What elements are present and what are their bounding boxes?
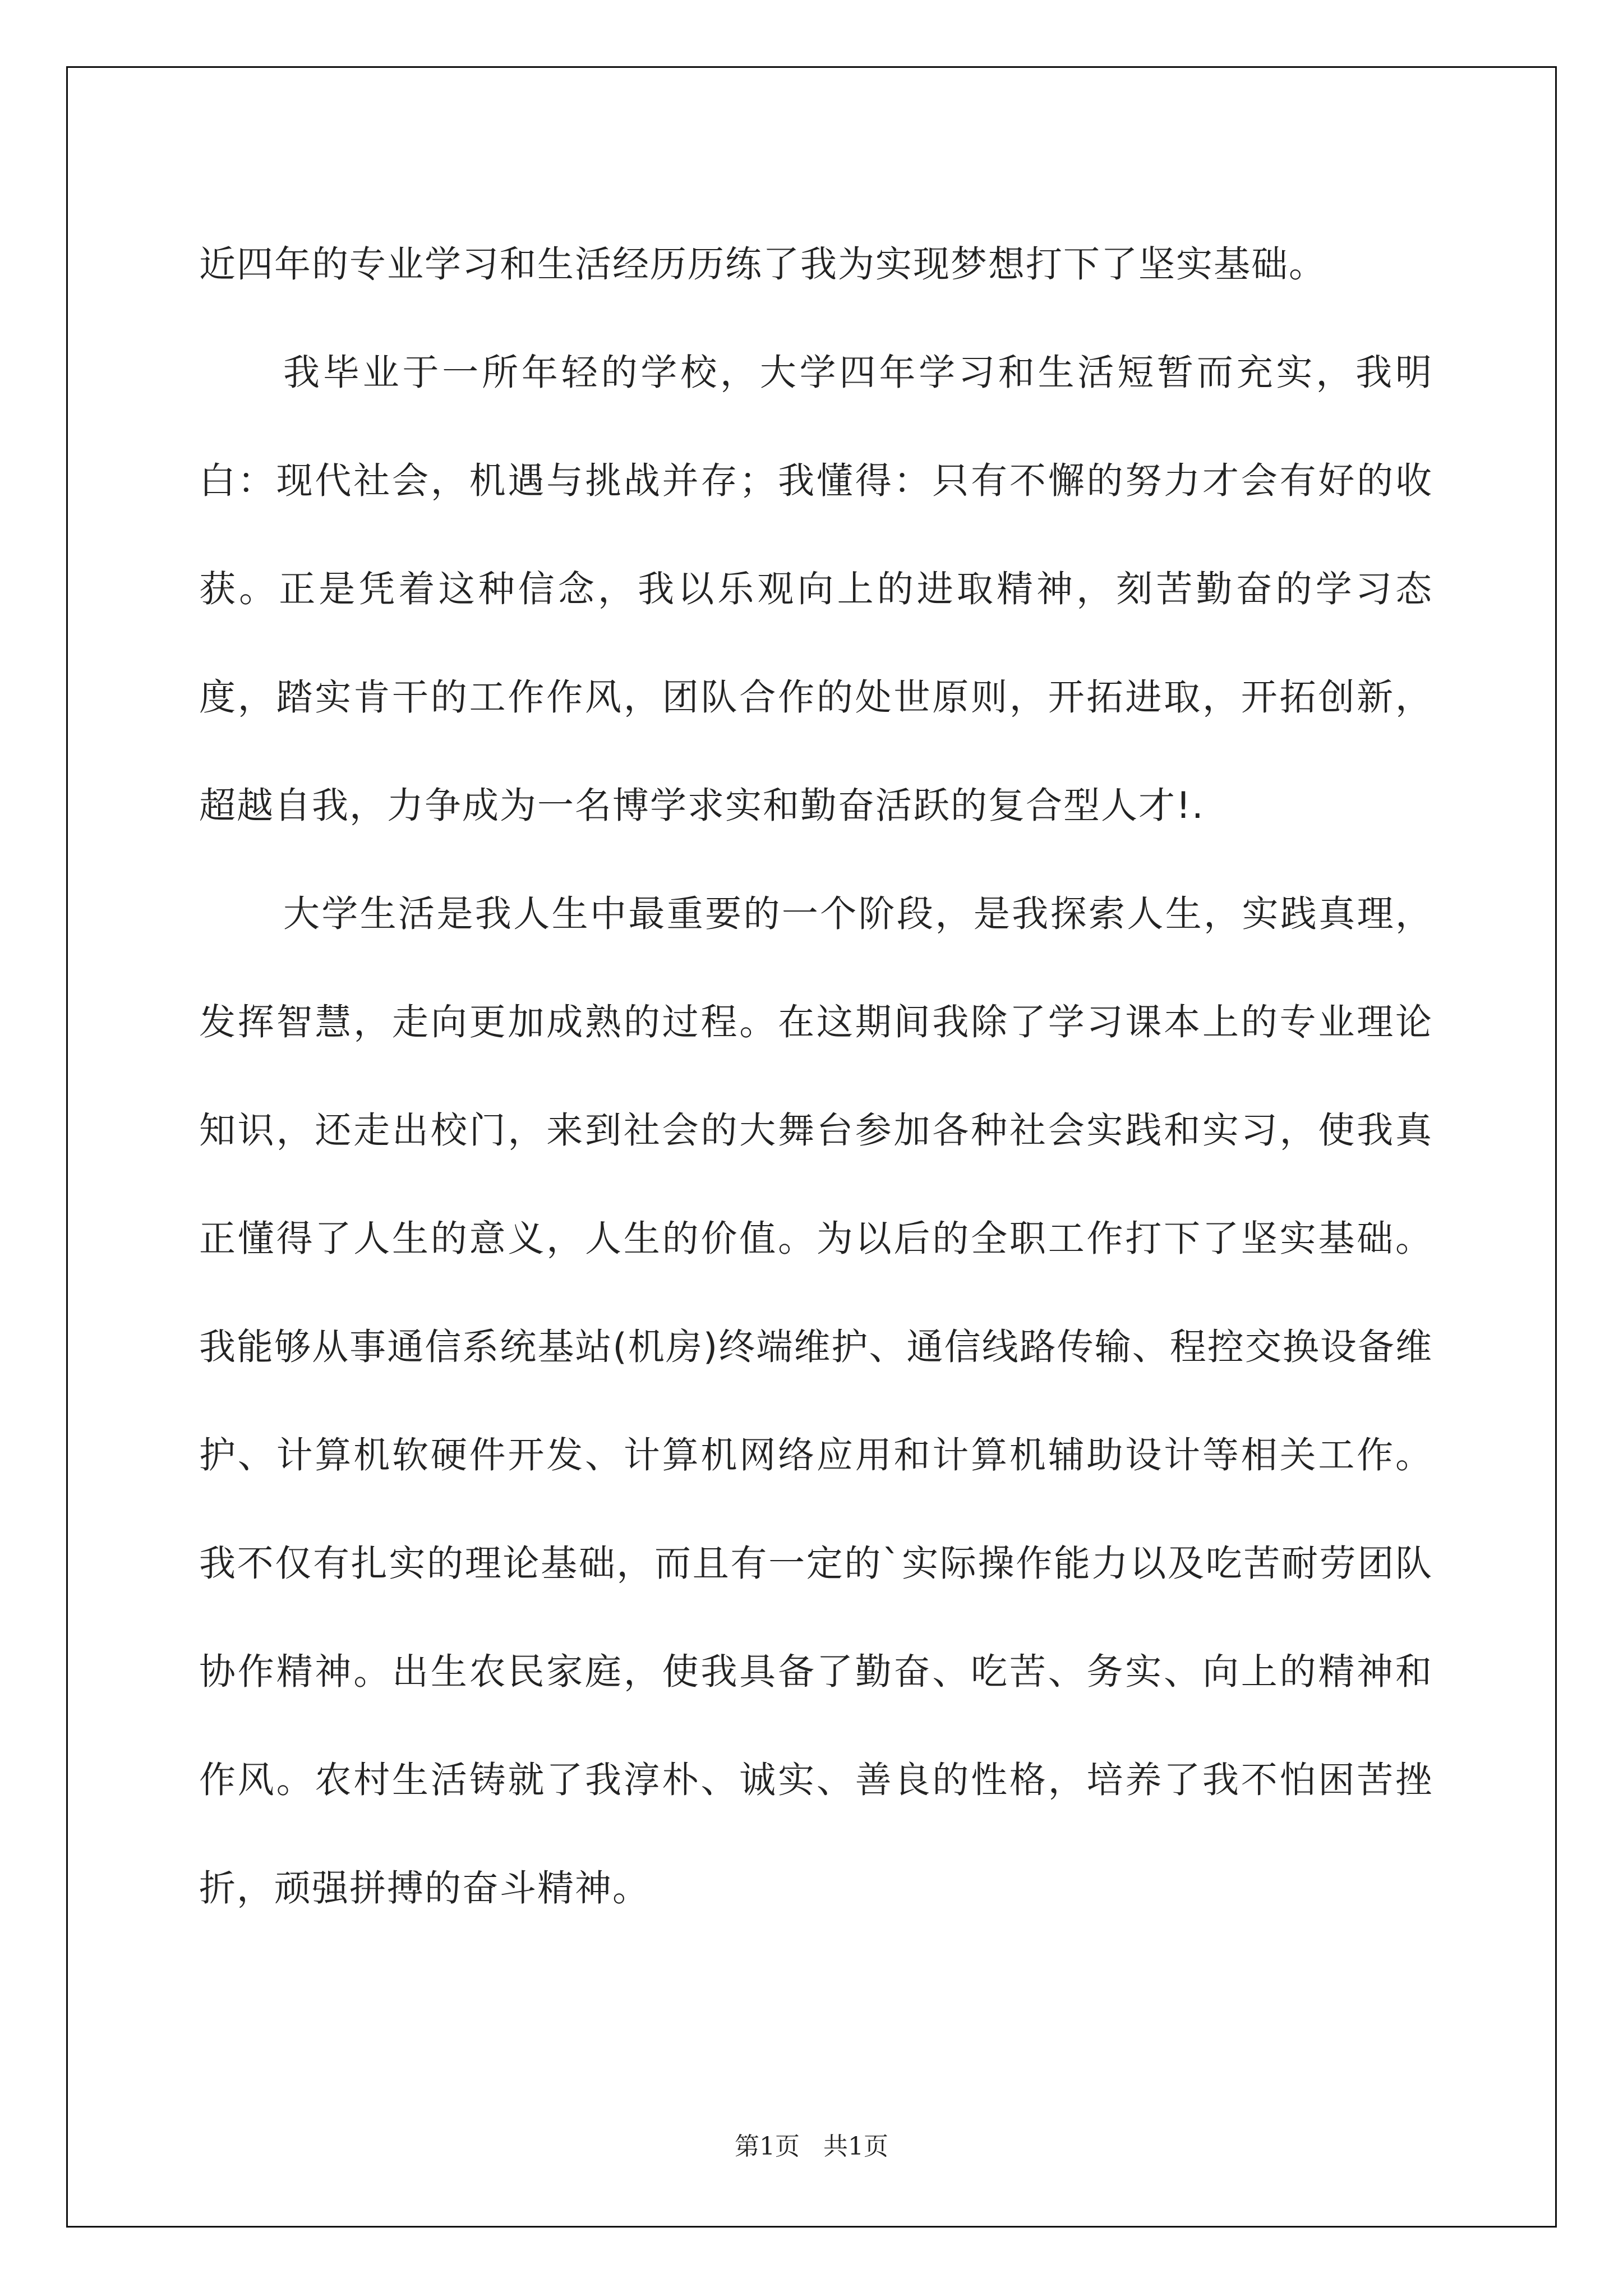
page-footer: 第1页 共1页 xyxy=(735,2132,888,2161)
paragraph-1: 近四年的专业学习和生活经历历练了我为实现梦想打下了坚实基础。 xyxy=(199,243,1327,286)
paragraph-2: 我毕业于一所年轻的学校，大学四年学习和生活短暂而充实，我明白：现代社会，机遇与挑战并存；我懂得：只有不懈的努力才会有好的收获。正是凭着这种信念，我以乐观向上的进取精神，刻苦勤奋的学习态度，踏实肯干的工作作风，团队合作的处世原则，开拓进取，开拓创新，超越自我，力争成为一名博学求实和勤奋活跃的复合型人才!. xyxy=(199,352,1433,827)
paragraph-3: 大学生活是我人生中最重要的一个阶段，是我探索人生，实践真理，发挥智慧，走向更加成熟的过程。在这期间我除了学习课本上的专业理论知识，还走出校门，来到社会的大舞台参加各种社会实践和实习，使我真正懂得了人生的意义，人生的价值。为以后的全职工作打下了坚实基础。我能够从事通信系统基站(机房)终端维护、通信线路传输、程控交换设备维护、计算机软硬件开发、计算机网络应用和计算机辅助设计等相关工作。我不仅有扎实的理论基础，而且有一定的`实际操作能力以及吃苦耐劳团队协作精神。出生农民家庭，使我具备了勤奋、吃苦、务实、向上的精神和作风。农村生活铸就了我淳朴、诚实、善良的性格，培养了我不怕困苦挫折，顽强拼搏的奋斗精神。 xyxy=(199,893,1433,1910)
document-body xyxy=(199,210,1433,1943)
